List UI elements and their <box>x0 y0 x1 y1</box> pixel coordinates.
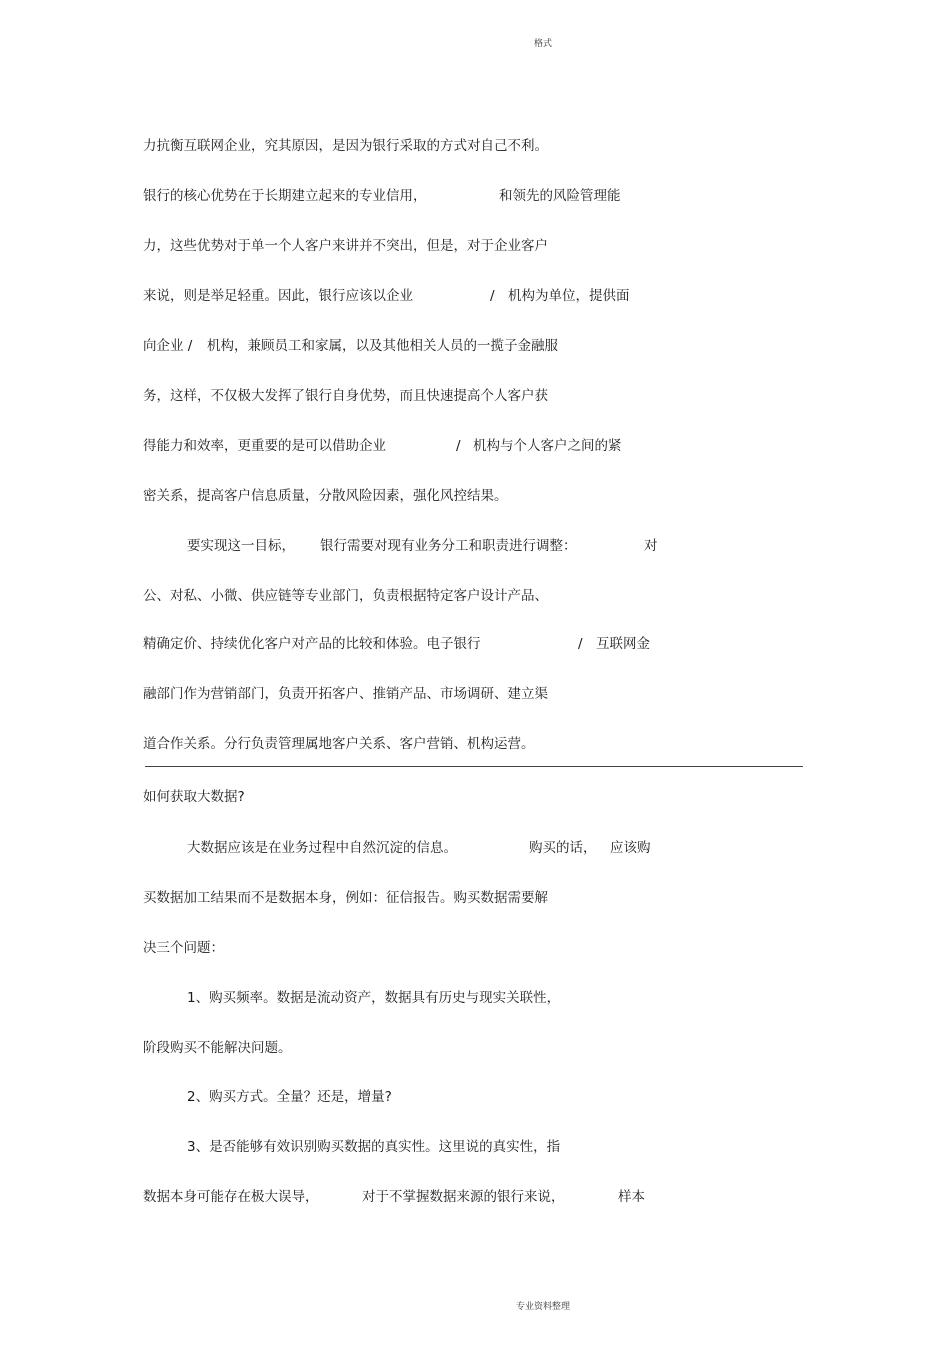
page-header: 格式 <box>533 39 552 49</box>
text-segment: 如何获取大数据? <box>143 789 245 805</box>
text-segment: 和领先的风险管理能 <box>499 188 621 204</box>
text-segment: 阶段购买不能解决问题。 <box>143 1040 292 1056</box>
text-segment: 3、是否能够有效识别购买数据的真实性。这里说的真实性，指 <box>187 1139 561 1155</box>
text-segment: 力抗衡互联网企业，究其原因，是因为银行采取的方式对自己不利。 <box>143 138 548 154</box>
text-segment: 银行的核心优势在于长期建立起来的专业信用， <box>143 188 427 204</box>
text-segment: 机构，兼顾员工和家属，以及其他相关人员的一揽子金融服 <box>207 338 558 354</box>
text-segment: 数据本身可能存在极大误导， <box>143 1189 319 1205</box>
text-segment: 银行需要对现有业务分工和职责进行调整： <box>320 538 577 554</box>
text-segment: 决三个问题： <box>143 940 224 956</box>
text-segment: 密关系，提高客户信息质量，分散风险因素，强化风控结果。 <box>143 488 508 504</box>
text-segment: 对 <box>644 538 658 554</box>
text-segment: 对于不掌握数据来源的银行来说， <box>362 1189 565 1205</box>
text-segment: / <box>490 288 495 304</box>
text-segment: 1、购买频率。数据是流动资产，数据具有历史与现实关联性， <box>187 990 561 1006</box>
text-segment: 2、购买方式。全量？还是，增量? <box>187 1089 392 1105</box>
page-footer: 专业资料整理 <box>515 1302 570 1312</box>
text-segment: 大数据应该是在业务过程中自然沉淀的信息。 <box>187 840 457 856</box>
text-segment: 道合作关系。分行负责管理属地客户关系、客户营销、机构运营。 <box>143 736 535 752</box>
text-segment: 机构为单位，提供面 <box>508 288 630 304</box>
text-segment: 互联网金 <box>596 636 650 652</box>
text-segment: 要实现这一目标， <box>187 538 295 554</box>
text-segment: 向企业 / <box>143 338 193 354</box>
text-segment: / <box>456 438 461 454</box>
text-segment: 务，这样，不仅极大发挥了银行自身优势，而且快速提高个人客户获 <box>143 388 548 404</box>
text-segment: 得能力和效率，更重要的是可以借助企业 <box>143 438 386 454</box>
section-divider <box>145 766 803 767</box>
text-segment: 购买的话， <box>529 840 597 856</box>
text-segment: 精确定价、持续优化客户对产品的比较和体验。电子银行 <box>143 636 481 652</box>
text-segment: 应该购 <box>610 840 651 856</box>
text-segment: 机构与个人客户之间的紧 <box>473 438 622 454</box>
text-segment: 融部门作为营销部门，负责开拓客户、推销产品、市场调研、建立渠 <box>143 686 548 702</box>
text-segment: 样本 <box>618 1189 645 1205</box>
text-segment: 来说，则是举足轻重。因此，银行应该以企业 <box>143 288 413 304</box>
text-segment: 公、对私、小微、供应链等专业部门，负责根据特定客户设计产品、 <box>143 588 548 604</box>
text-segment: 买数据加工结果而不是数据本身，例如：征信报告。购买数据需要解 <box>143 890 548 906</box>
text-segment: / <box>578 636 583 652</box>
text-segment: 力，这些优势对于单一个人客户来讲并不突出，但是，对于企业客户 <box>143 238 548 254</box>
